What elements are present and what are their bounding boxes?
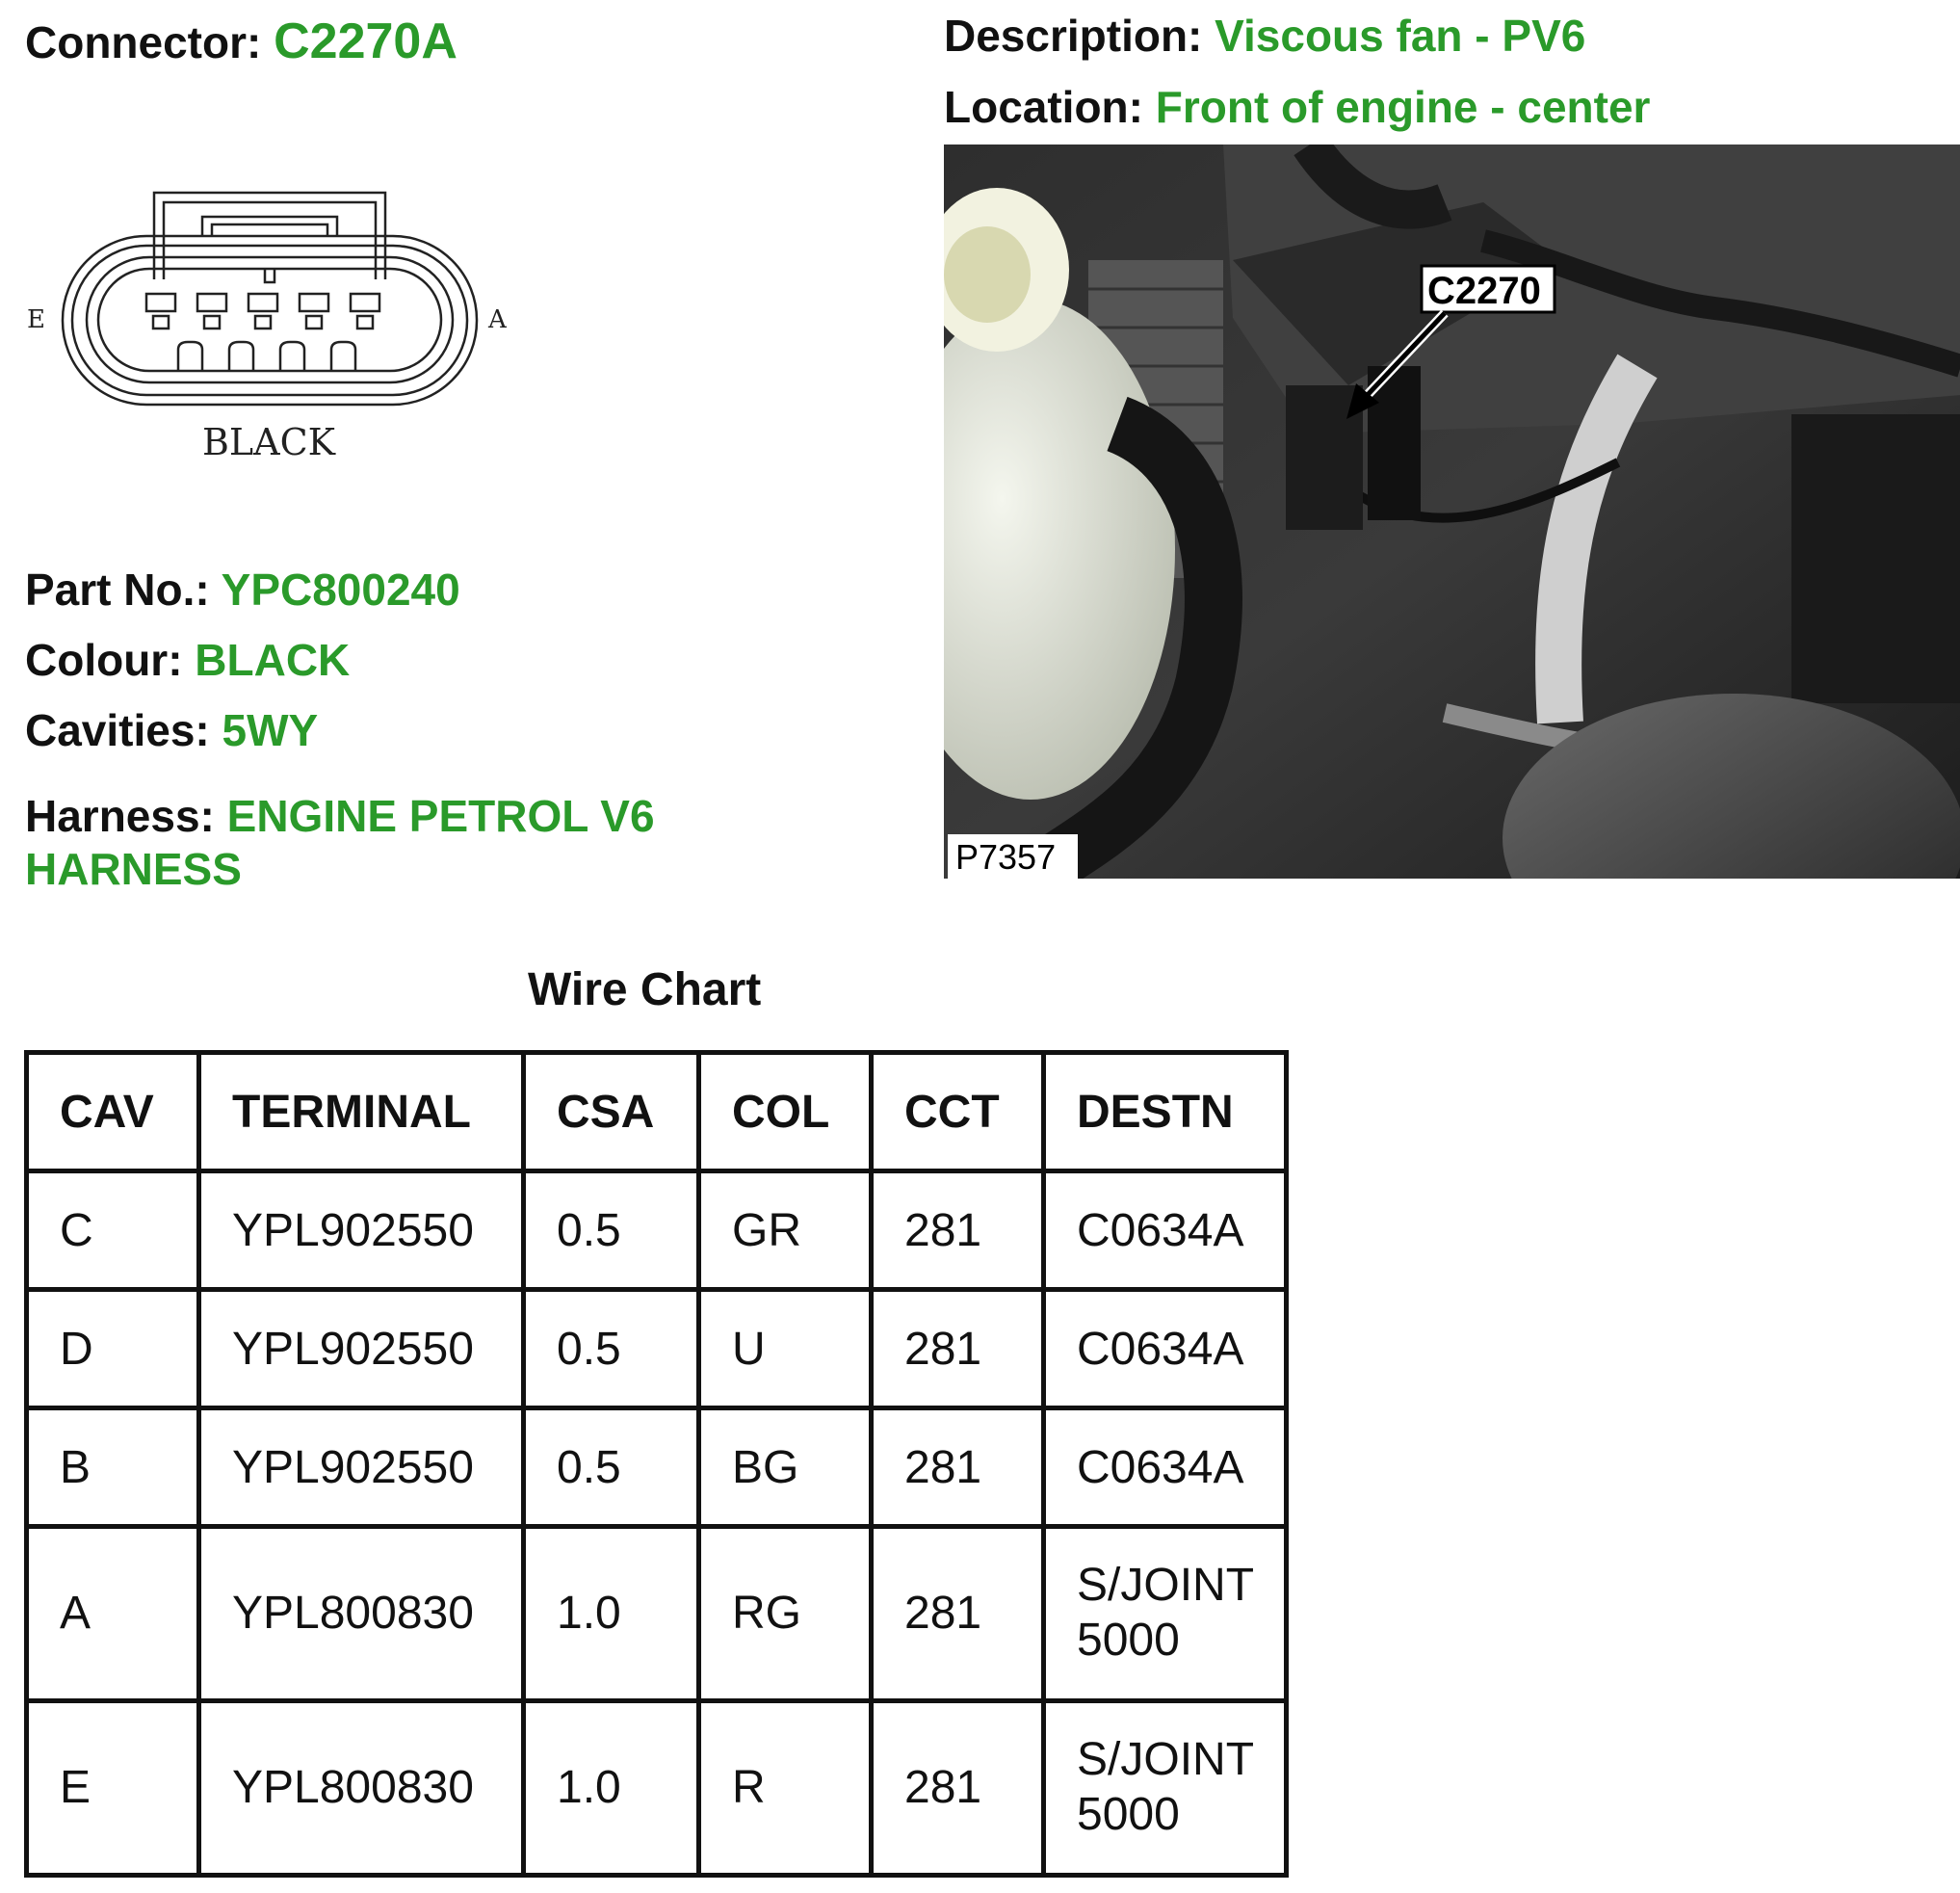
cell-cct: 281: [872, 1527, 1044, 1701]
harness-label: Harness:: [25, 791, 215, 841]
cell-csa: 1.0: [524, 1527, 699, 1701]
cell-cav: A: [27, 1527, 199, 1701]
harness-field: [25, 790, 757, 896]
header-cct: CCT: [872, 1053, 1044, 1171]
cell-cav: D: [27, 1290, 199, 1408]
cell-csa: 1.0: [524, 1701, 699, 1876]
diagram-left-label: E: [27, 305, 45, 334]
header-csa: CSA: [524, 1053, 699, 1171]
cavities-value: 5WY: [222, 705, 319, 755]
connector-label: Connector:: [25, 17, 262, 67]
colour-label: Colour:: [25, 635, 183, 685]
cell-destn: S/JOINT 5000: [1044, 1527, 1287, 1701]
photo-callout-label: C2270: [1427, 270, 1541, 312]
cell-col: RG: [699, 1527, 872, 1701]
cell-destn: C0634A: [1044, 1171, 1287, 1290]
cell-terminal: YPL800830: [199, 1527, 524, 1701]
harness-value: ENGINE PETROL V6 HARNESS: [25, 791, 655, 895]
colour-value: BLACK: [195, 635, 351, 685]
table-row: [27, 1701, 1287, 1876]
cell-cct: 281: [872, 1171, 1044, 1290]
cell-col: BG: [699, 1408, 872, 1527]
cell-destn: S/JOINT 5000: [1044, 1701, 1287, 1876]
location-value: Front of engine - center: [1155, 82, 1651, 132]
description-field: [944, 10, 1585, 63]
cell-col: R: [699, 1701, 872, 1876]
location-label: Location:: [944, 82, 1143, 132]
diagram-colour-label: BLACK: [202, 421, 336, 463]
engine-bay-photo: [944, 145, 1960, 879]
colour-field: [25, 634, 350, 687]
cell-destn: C0634A: [1044, 1408, 1287, 1527]
connector-field: [25, 12, 457, 71]
cell-cav: B: [27, 1408, 199, 1527]
cell-destn: C0634A: [1044, 1290, 1287, 1408]
header-destn: DESTN: [1044, 1053, 1287, 1171]
part-no-field: [25, 564, 460, 617]
cell-csa: 0.5: [524, 1408, 699, 1527]
header-terminal: TERMINAL: [199, 1053, 524, 1171]
cell-cct: 281: [872, 1701, 1044, 1876]
table-row: [27, 1171, 1287, 1290]
table-row: [27, 1527, 1287, 1701]
cell-terminal: YPL902550: [199, 1171, 524, 1290]
wire-chart-table: [24, 1050, 1289, 1878]
cell-csa: 0.5: [524, 1171, 699, 1290]
cell-cct: 281: [872, 1290, 1044, 1408]
header-col: COL: [699, 1053, 872, 1171]
cell-cct: 281: [872, 1408, 1044, 1527]
cell-cav: C: [27, 1171, 199, 1290]
part-no-label: Part No.:: [25, 565, 210, 615]
description-value: Viscous fan - PV6: [1215, 11, 1586, 61]
cell-col: GR: [699, 1171, 872, 1290]
cell-terminal: YPL902550: [199, 1290, 524, 1408]
connector-face-diagram: [19, 178, 520, 477]
table-row: [27, 1290, 1287, 1408]
diagram-right-label: A: [488, 305, 507, 334]
header-cav: CAV: [27, 1053, 199, 1171]
location-field: [944, 81, 1650, 134]
table-row: [27, 1408, 1287, 1527]
cell-col: U: [699, 1290, 872, 1408]
cell-cav: E: [27, 1701, 199, 1876]
cavities-label: Cavities:: [25, 705, 210, 755]
cell-terminal: YPL902550: [199, 1408, 524, 1527]
cell-terminal: YPL800830: [199, 1701, 524, 1876]
cavities-field: [25, 704, 318, 757]
part-no-value: YPC800240: [221, 565, 460, 615]
description-label: Description:: [944, 11, 1203, 61]
table-header-row: [27, 1053, 1287, 1171]
photo-ref-label: P7357: [955, 837, 1057, 877]
connector-value: C2270A: [274, 13, 457, 69]
cell-csa: 0.5: [524, 1290, 699, 1408]
wire-chart-title: Wire Chart: [528, 964, 762, 1015]
